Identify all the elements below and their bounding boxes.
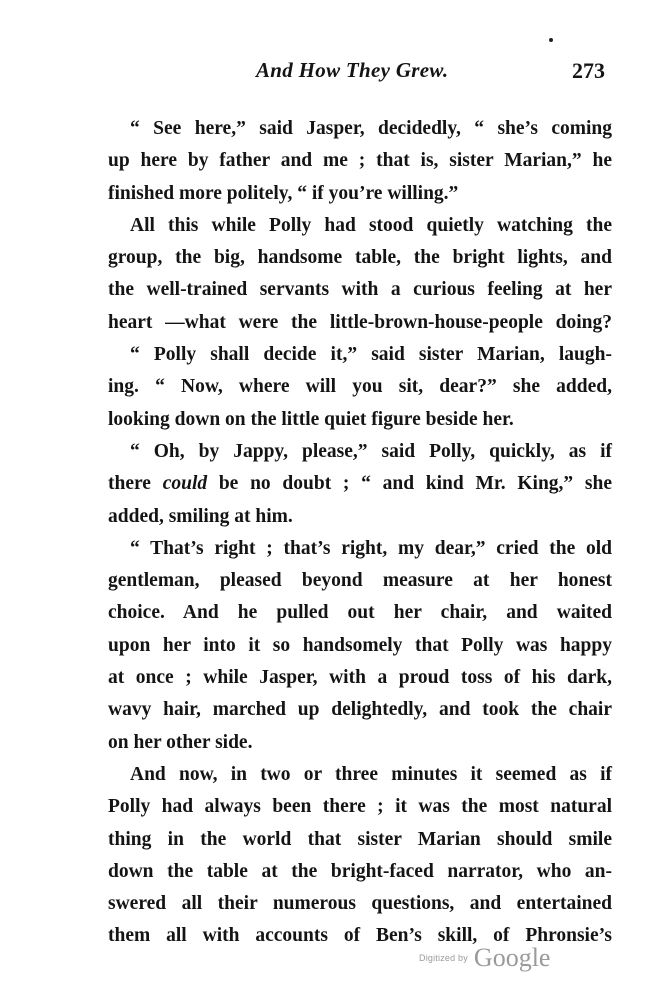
text-line: “ Oh, by Jappy, please,” said Polly, quickly, as if (130, 440, 612, 462)
text-line: on her other side. (108, 731, 253, 753)
text-line (108, 468, 612, 500)
text-line: And now, in two or three minutes it seemed as if (130, 763, 612, 785)
text-line: gentleman, pleased beyond measure at her honest (108, 570, 612, 592)
text-line: choice. And he pulled out her chair, and waited (108, 602, 612, 624)
text-line: the well-trained servants with a curious feeling at her (108, 279, 612, 301)
text-line: finished more politely, “ if you’re willing.” (108, 182, 459, 204)
text-line: swered all their numerous questions, and entertained (108, 893, 612, 915)
text-line: wavy hair, marched up delightedly, and took the chair (108, 699, 612, 721)
text-line: down the table at the bright-faced narrator, who an- (108, 860, 612, 882)
text-line: thing in the world that sister Marian should smile (108, 828, 612, 850)
text-line: up here by father and me ; that is, sister Marian,” he (108, 150, 612, 172)
text-segment: there (108, 473, 163, 495)
text-line: “ That’s right ; that’s right, my dear,” cried the old (130, 537, 612, 559)
text-segment: be no doubt ; “ and kind Mr. King,” she (207, 473, 612, 495)
page-number: 273 (572, 58, 605, 83)
print-speck (549, 38, 553, 42)
text-line: “ See here,” said Jasper, decidedly, “ she’s coming (130, 118, 612, 139)
text-line: ing. “ Now, where will you sit, dear?” she added, (108, 376, 612, 398)
running-title: And How They Grew. (256, 58, 449, 82)
digitization-credit (419, 943, 550, 973)
text-line: Polly had always been there ; it was the most natural (108, 796, 612, 818)
text-line: at once ; while Jasper, with a proud toss of his dark, (108, 667, 612, 689)
digitized-by-label: Digitized by (419, 953, 468, 963)
text-line: group, the big, handsome table, the bright lights, and (108, 247, 612, 269)
emphasized-word: could (162, 473, 208, 495)
body-text (108, 113, 612, 953)
text-line: heart —what were the little-brown-house-people doing? (108, 311, 612, 333)
text-line: All this while Polly had stood quietly watching the (130, 214, 612, 236)
text-line: added, smiling at him. (108, 505, 293, 527)
text-line: looking down on the little quiet figure beside her. (108, 408, 514, 430)
text-line: them all with accounts of Ben’s skill, of Phronsie’s (108, 925, 612, 947)
google-wordmark: Google (473, 943, 551, 972)
text-line: upon her into it so handsomely that Polly was happy (108, 634, 612, 656)
text-line: “ Polly shall decide it,” said sister Marian, laugh- (130, 344, 612, 366)
